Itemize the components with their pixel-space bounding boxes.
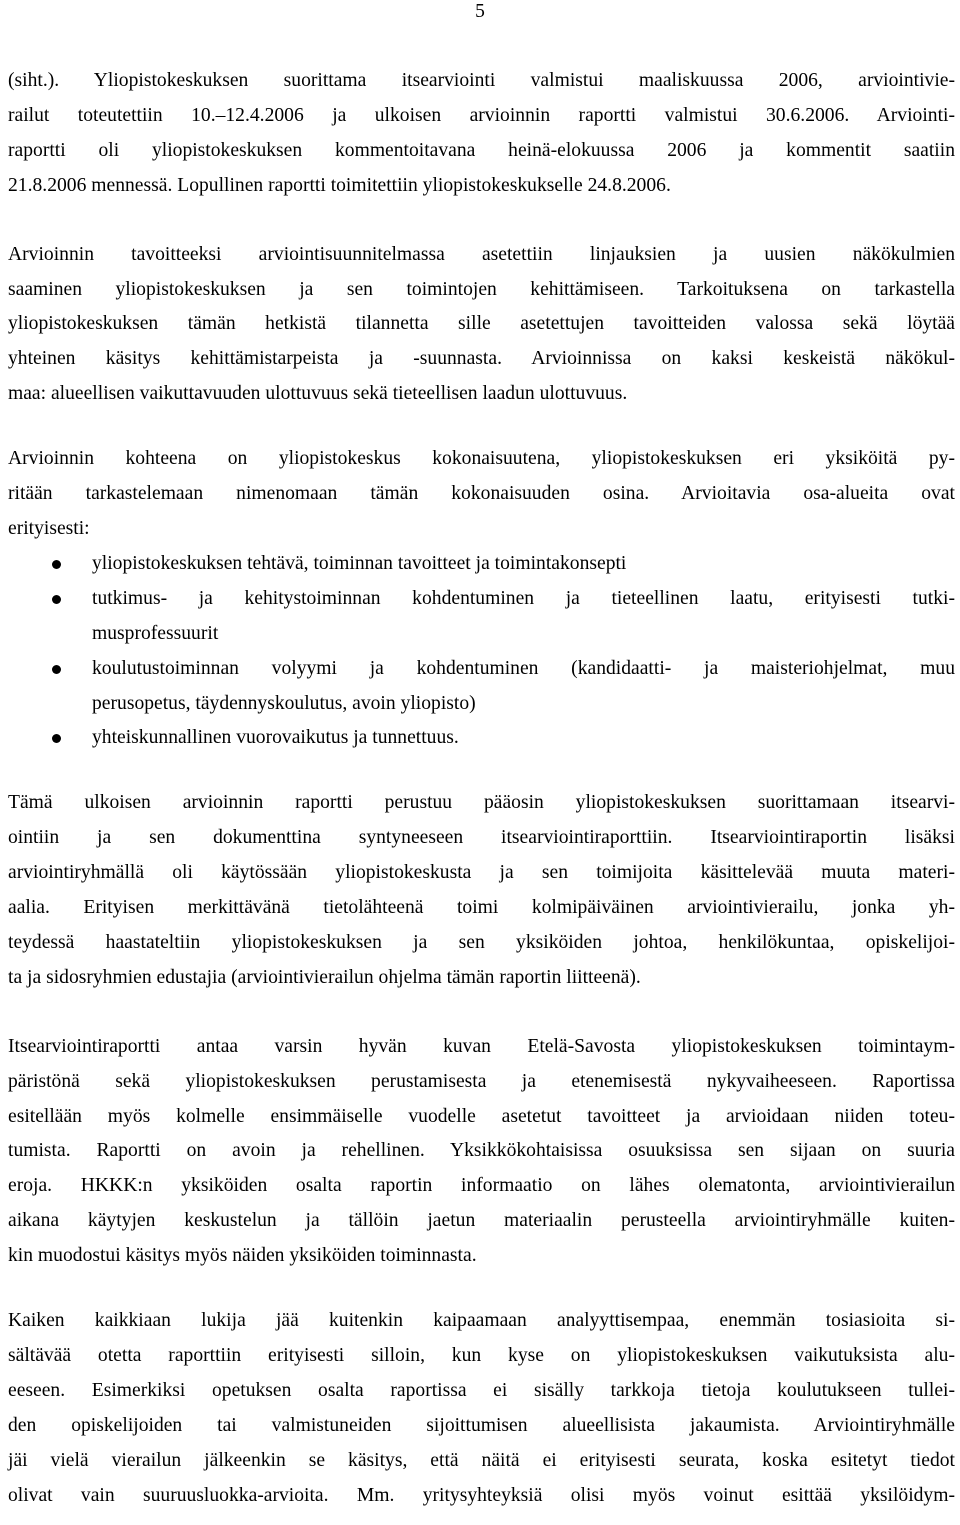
text-line: tumista. Raportti on avoin ja rehellinen. Yksikkökohtaisissa osuuksissa sen sijaan on suuria — [8, 1140, 955, 1162]
paragraph-self-evaluation — [8, 1030, 955, 1274]
text-line: Itsearviointiraportti antaa varsin hyvän kuvan Etelä-Savosta yliopistokeskuksen toimintaym- — [8, 1035, 955, 1057]
text-line: aikana käytyjen keskustelun ja tällöin jaetun materiaalin perusteella arviointiryhmälle kuiten- — [8, 1210, 955, 1232]
text-line: saaminen yliopistokeskuksen ja sen toimintojen kehittämiseen. Tarkoituksena on tarkastella — [8, 278, 955, 300]
text-line: yliopistokeskuksen tämän hetkistä tilannetta sille asetettujen tavoitteiden valossa sekä löytää — [8, 313, 955, 335]
text-line: den opiskelijoiden tai valmistuneiden sijoittumisen alueellisista jakaumista. Arviointiryhmälle — [8, 1414, 955, 1436]
text-line: teydessä haastateltiin yliopistokeskuksen ja sen yksiköiden johtoa, henkilökuntaa, opiskelijoi- — [8, 931, 955, 953]
text-line: Arvioinnin tavoitteeksi arviointisuunnitelmassa asetettiin linjauksien ja uusien näkökulmien — [8, 243, 955, 265]
text-line: sältävää otetta raporttiin erityisesti silloin, kun kyse on yliopistokeskuksen vaikutuksista alu- — [8, 1345, 955, 1366]
text-line: koulutustoiminnan volyymi ja kohdentuminen (kandidaatti- ja maisteriohjelmat, muu — [92, 657, 955, 679]
text-line: Kaiken kaikkiaan lukija jää kuitenkin kaipaamaan analyyttisempaa, enemmän tosiasioita si- — [8, 1310, 955, 1332]
text-line: 21.8.2006 mennessä. Lopullinen raportti toimitettiin yliopistokeskukselle 24.8.2006. — [8, 174, 671, 196]
text-line: (siht.). Yliopistokeskuksen suorittama itsearviointi valmistui maaliskuussa 2006, arviointivie- — [8, 70, 955, 91]
text-line: yhteinen käsitys kehittämistarpeista ja -suunnasta. Arvioinnissa on kaksi keskeistä näkökul- — [8, 348, 955, 370]
paragraph-objectives — [8, 238, 955, 413]
list-item — [8, 652, 955, 722]
text-line: eroja. HKKK:n yksiköiden osalta raportin informaatio on lähes olematonta, arviointivierailun — [8, 1175, 955, 1197]
bullet-icon — [52, 595, 61, 604]
text-line: päristönä sekä yliopistokeskuksen perustamisesta ja etenemisestä nykyvaiheeseen. Raportissa — [8, 1070, 955, 1092]
paragraph-evaluation-target — [8, 442, 955, 547]
text-line: ta ja sidosryhmien edustajia (arviointivierailun ohjelma tämän raportin liitteenä). — [8, 966, 641, 988]
text-line: aalia. Erityisen merkittävänä tietolähteenä toimi kolmipäiväinen arviointivierailu, jonka yh- — [8, 897, 955, 919]
text-line: musprofessuurit — [92, 622, 219, 644]
text-line: ritään tarkastelemaan nimenomaan tämän kokonaisuuden osina. Arvioitavia osa-alueita ovat — [8, 483, 955, 505]
bullet-icon — [52, 734, 61, 743]
list-item — [8, 721, 955, 756]
text-line: Arvioinnin kohteena on yliopistokeskus kokonaisuutena, yliopistokeskuksen eri yksiköitä py- — [8, 448, 955, 470]
text-line: esitellään myös kolmelle ensimmäiselle vuodelle asetetut tavoitteet ja arvioidaan niiden toteu- — [8, 1105, 955, 1127]
text-line: olivat vain suuruusluokka-arvioita. Mm. yritysyhteyksiä olisi myös voinut esittää yksilöidym- — [8, 1484, 955, 1506]
bullet-icon — [52, 560, 61, 569]
text-line: erityisesti: — [8, 517, 90, 539]
text-line: raportti oli yliopistokeskuksen kommentoitavana heinä-elokuussa 2006 ja kommentit saatiin — [8, 139, 955, 161]
page-body — [8, 64, 955, 1514]
paragraph-schedule — [8, 64, 955, 204]
text-line: ointiin ja sen dokumenttina syntyneeseen itsearviointiraporttiin. Itsearviointiraportin lisäksi — [8, 827, 955, 849]
paragraph-sources — [8, 786, 955, 995]
page-number: 5 — [475, 1, 485, 22]
paragraph-critique — [8, 1304, 955, 1513]
text-line: yliopistokeskuksen tehtävä, toiminnan tavoitteet ja toimintakonsepti — [92, 552, 627, 574]
text-line: jäi vielä vierailun jälkeenkin se käsitys, että näitä ei erityisesti seurata, koska esitetyt tiedot — [8, 1449, 955, 1471]
text-line: eeseen. Esimerkiksi opetuksen osalta raportissa ei sisälly tarkkoja tietoja koulutukseen tullei- — [8, 1379, 955, 1401]
text-line: maa: alueellisen vaikuttavuuden ulottuvuus sekä tieteellisen laadun ulottuvuus. — [8, 383, 628, 405]
text-line: Tämä ulkoisen arvioinnin raportti perustuu pääosin yliopistokeskuksen suorittamaan itsearvi- — [8, 792, 955, 814]
text-line: railut toteutettiin 10.–12.4.2006 ja ulkoisen arvioinnin raportti valmistui 30.6.2006. Arviointi- — [8, 104, 955, 126]
text-line: yhteiskunnallinen vuorovaikutus ja tunnettuus. — [92, 727, 459, 749]
bullet-icon — [52, 665, 61, 674]
text-line: arviointiryhmällä oli käytössään yliopistokeskusta ja sen toimijoita käsittelevää muuta materi- — [8, 862, 955, 884]
text-line: kin muodostui käsitys myös näiden yksiköiden toiminnasta. — [8, 1245, 477, 1267]
list-item — [8, 582, 955, 652]
list-item — [8, 547, 955, 582]
text-line: tutkimus- ja kehitystoiminnan kohdentuminen ja tieteellinen laatu, erityisesti tutki- — [92, 587, 955, 609]
evaluation-areas-list — [8, 547, 955, 756]
text-line: perusopetus, täydennyskoulutus, avoin yliopisto) — [92, 692, 476, 714]
